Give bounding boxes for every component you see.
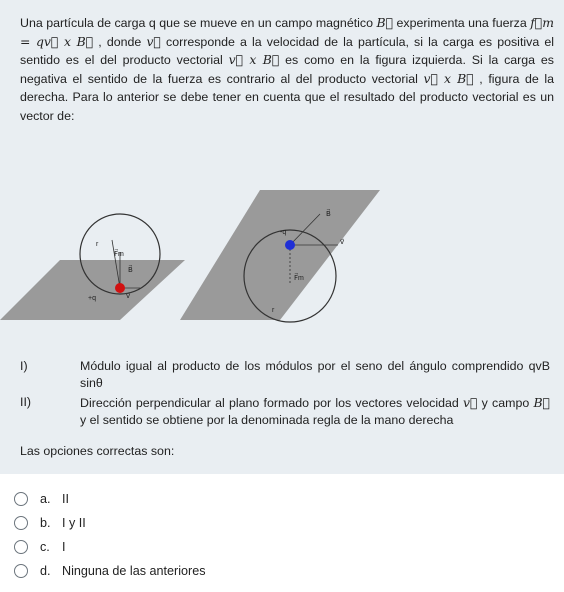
vector-v: v⃗ [462, 395, 478, 410]
left-charge-label: +q [88, 295, 96, 302]
statement-ii [20, 394, 554, 428]
option-a[interactable] [14, 488, 69, 510]
radio-button[interactable] [14, 516, 28, 530]
question-text-part: corresponde a la velocidad de la partícula, si la carga es positiva el sentido es el del producto vectorial [20, 34, 554, 68]
question-text-part: experimenta una fuerza [393, 16, 531, 30]
option-text: I y II [62, 516, 86, 530]
option-b[interactable] [14, 512, 86, 534]
left-b-label: B⃗ [128, 267, 133, 274]
vector-v: v⃗ [146, 33, 161, 49]
question-text-part: es como en la figura izquierda. Si la carga es negativa el sentido de la fuerza es contrario al del producto vectorial [20, 53, 555, 86]
statement-i [20, 358, 554, 392]
option-letter: b. [40, 516, 51, 530]
right-r-label: r [272, 307, 275, 314]
positive-charge [115, 283, 125, 293]
vector-b: B⃗ [533, 395, 550, 410]
right-plane [180, 190, 380, 320]
left-r-label: r [96, 241, 99, 248]
radio-button[interactable] [14, 540, 28, 554]
statement-text-part: y el sentido se obtiene por la denominada regla de la mano derecha [80, 413, 454, 427]
right-b-label: B⃗ [326, 211, 331, 218]
statement-text [80, 394, 550, 429]
cross-product: v⃗ x B⃗ [423, 70, 474, 86]
right-fm-label: F⃗m [294, 275, 304, 282]
cross-product: v⃗ x B⃗ [228, 52, 280, 68]
right-v-label: v⃗ [340, 239, 345, 246]
option-text: I [62, 540, 66, 554]
statement-text-part: y campo [477, 396, 534, 410]
vector-b: B⃗ [376, 15, 394, 30]
right-charge-label: -q [280, 229, 287, 236]
physics-figure [0, 170, 564, 350]
radio-button[interactable] [14, 492, 28, 506]
statement-text-part: Dirección perpendicular al plano formado por los vectores velocidad [80, 396, 463, 410]
option-c[interactable] [14, 536, 66, 558]
question-text [20, 14, 554, 126]
option-letter: a. [40, 492, 51, 506]
option-letter: c. [40, 540, 50, 554]
radio-button[interactable] [14, 564, 28, 578]
option-d[interactable] [14, 560, 206, 582]
option-text: Ninguna de las anteriores [62, 564, 206, 578]
force-formula: f⃗m = qv⃗ x B⃗ [20, 15, 554, 49]
question-text-part: , figura de la derecha. Para lo anterior se debe tener en cuenta que el resultado del producto vectorial es un vector de: [20, 71, 555, 123]
negative-charge [285, 240, 295, 250]
question-text-part: , donde [93, 34, 147, 49]
left-fm-label: F⃗m [114, 251, 124, 258]
option-letter: d. [40, 564, 51, 578]
statement-number: II) [20, 395, 32, 409]
left-v-label: v⃗ [126, 293, 131, 300]
statement-text: Módulo igual al producto de los módulos por el seno del ángulo comprendido qvB sinθ [80, 359, 550, 390]
statement-number: I) [20, 359, 28, 373]
option-text: II [62, 492, 69, 506]
options-prompt: Las opciones correctas son: [20, 444, 175, 458]
question-text-part: Una partícula de carga q que se mueve en un campo magnético [20, 16, 377, 30]
